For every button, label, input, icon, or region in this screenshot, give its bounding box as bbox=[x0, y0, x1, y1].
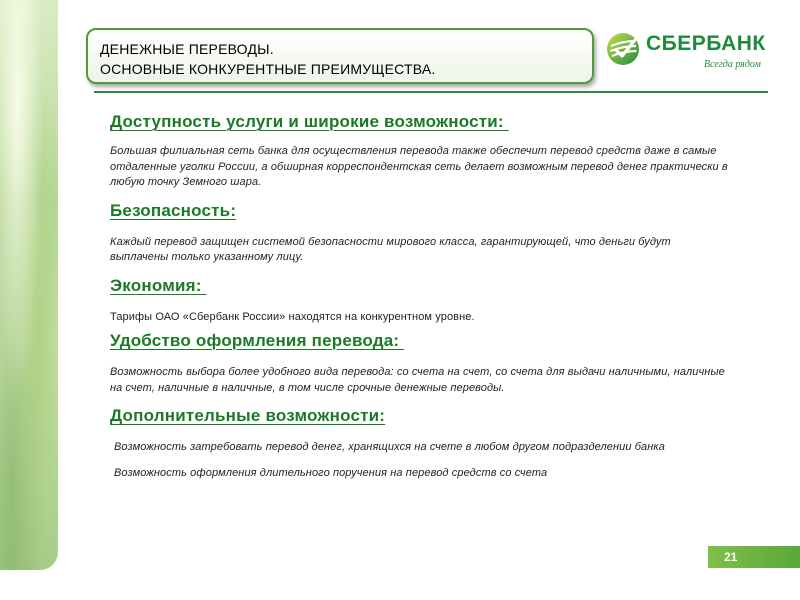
section-heading-economy: Экономия: bbox=[110, 275, 207, 295]
section-heading-additional: Дополнительные возможности: bbox=[110, 406, 386, 425]
section-text-economy: Тарифы ОАО «Сбербанк России» находятся на конкурентном уровне. bbox=[110, 310, 475, 323]
slide-title-box bbox=[86, 28, 594, 84]
section-heading-convenience: Удобство оформления перевода: bbox=[110, 331, 405, 350]
side-decorative-photo bbox=[0, 0, 58, 570]
logo-tagline: Всегда рядом bbox=[704, 59, 761, 70]
section-text-availability: Большая филиальная сеть банка для осуществления перевода также обеспечит перевод средств даже в самые отдаленные уголки России, а обширная корреспондентская сеть делает возможным перевод денег практически в любую точку Земного шара. bbox=[110, 145, 728, 188]
sberbank-logo-mark-icon bbox=[606, 32, 640, 66]
logo-wordmark: СБЕРБАНК bbox=[646, 32, 766, 55]
slide-title-line-2: ОСНОВНЫЕ КОНКУРЕНТНЫЕ ПРЕИМУЩЕСТВА. bbox=[100, 61, 436, 77]
additional-item-1: Возможность затребовать перевод денег, хранящихся на счете в любом другом подразделении банка bbox=[114, 441, 665, 453]
sberbank-logo bbox=[606, 30, 776, 80]
additional-item-2: Возможность оформления длительного поручения на перевод средств со счета bbox=[114, 466, 548, 479]
section-heading-security: Безопасность: bbox=[110, 200, 237, 220]
slide-title-line-1: ДЕНЕЖНЫЕ ПЕРЕВОДЫ. bbox=[100, 41, 274, 57]
slide-content bbox=[110, 112, 730, 481]
section-heading-availability: Доступность услуги и широкие возможности: bbox=[110, 112, 509, 131]
section-text-security: Каждый перевод защищен системой безопасности мирового класса, гарантирующей, что деньги будут выплачены только указанному лицу. bbox=[110, 235, 671, 263]
section-text-convenience: Возможность выбора более удобного вида перевода: со счета на счет, со счета для выдачи наличными, наличные на счет, наличные в наличные, в том числе срочные денежные переводы. bbox=[110, 366, 725, 394]
header-divider bbox=[94, 91, 768, 93]
page-number: 21 bbox=[708, 546, 800, 568]
